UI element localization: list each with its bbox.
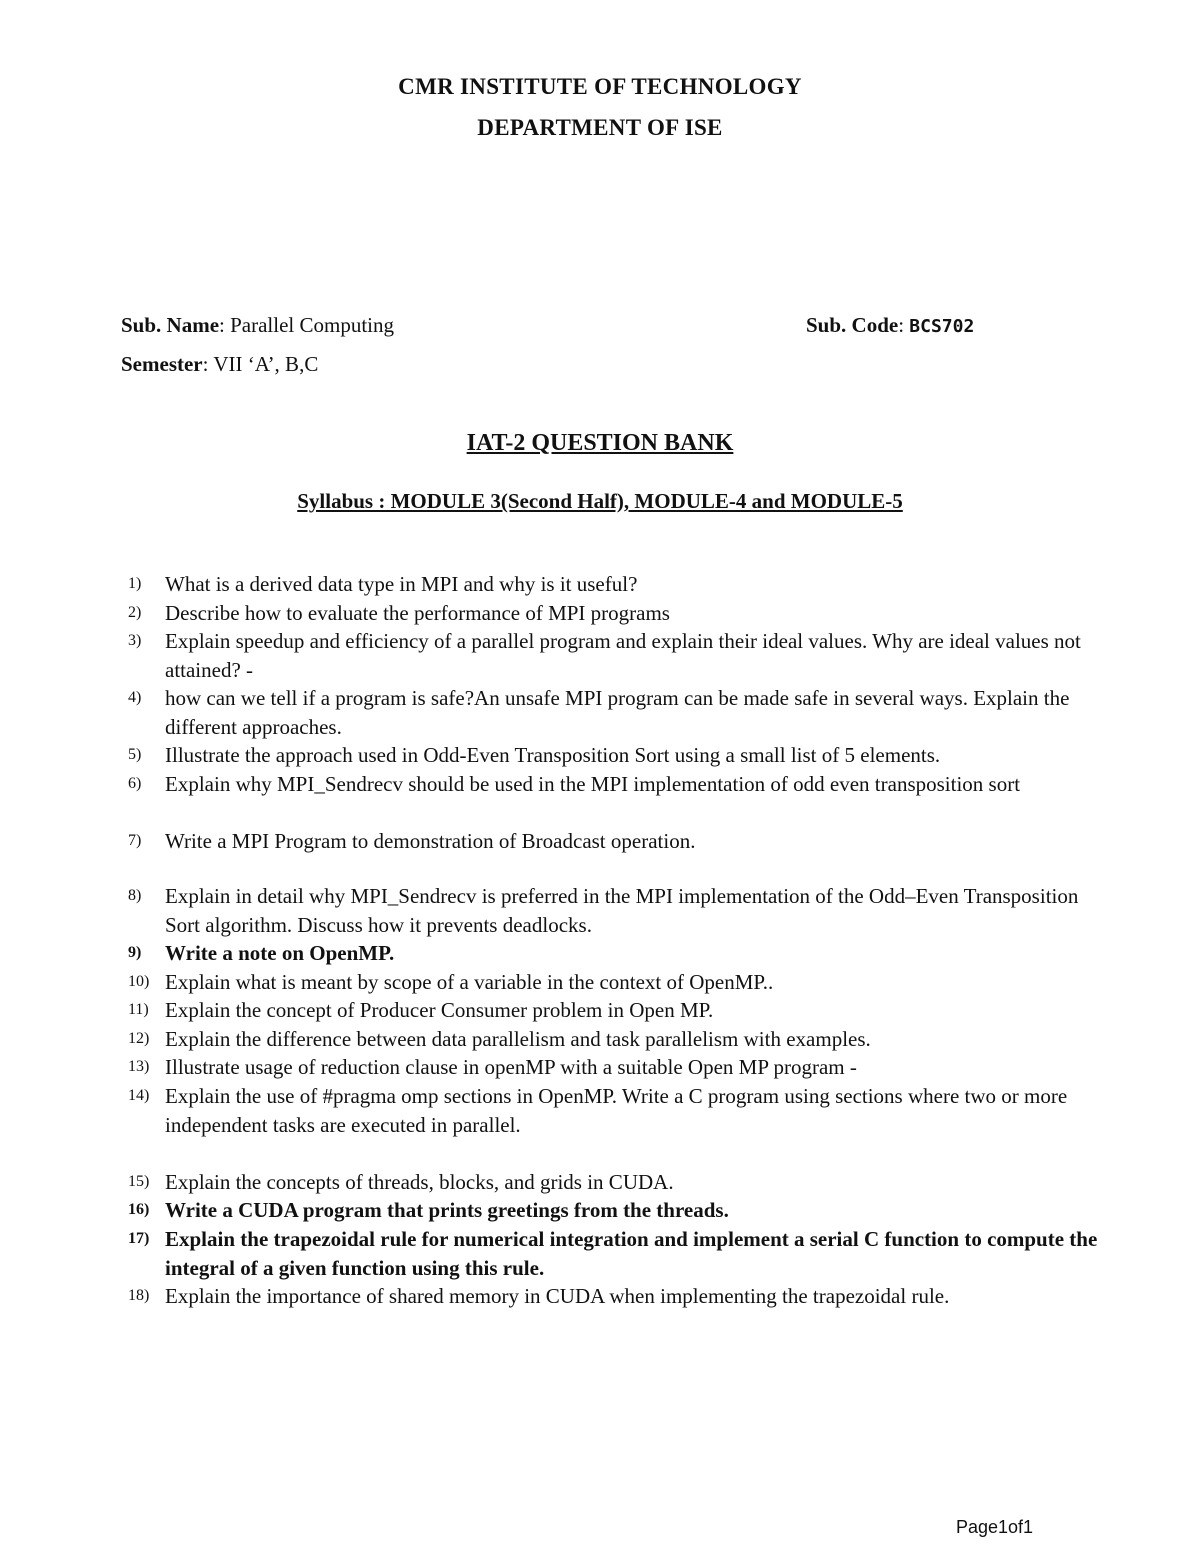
question-number: 1) — [128, 575, 142, 592]
question-text: Explain in detail why MPI_Sendrecv is preferred in the MPI implementation of the Odd–Even Transposition Sort algorithm. Discuss how it prevents deadlocks. — [165, 884, 1079, 937]
subject-name — [121, 313, 394, 338]
subject-code — [806, 313, 974, 338]
question-number: 15) — [128, 1173, 150, 1190]
question-text: Explain what is meant by scope of a variable in the context of OpenMP.. — [165, 970, 774, 994]
question-text: Illustrate usage of reduction clause in openMP with a suitable Open MP program - — [165, 1055, 857, 1079]
institute-name: CMR INSTITUTE OF TECHNOLOGY — [398, 74, 802, 99]
semester-label: Semester — [121, 352, 203, 376]
question-number: 17) — [128, 1230, 150, 1247]
question-text: Explain speedup and efficiency of a parallel program and explain their ideal values. Why are ideal values not attained? - — [165, 629, 1081, 682]
question-number: 5) — [128, 746, 142, 763]
department-name: DEPARTMENT OF ISE — [477, 115, 723, 140]
subject-name-value: : Parallel Computing — [219, 313, 395, 337]
semester — [121, 352, 318, 377]
question-number: 14) — [128, 1087, 150, 1104]
question-number: 13) — [128, 1058, 150, 1075]
question-number: 18) — [128, 1287, 150, 1304]
question-text: Illustrate the approach used in Odd-Even Transposition Sort using a small list of 5 elements. — [165, 743, 941, 767]
question-number: 16) — [128, 1201, 150, 1218]
question-text: Explain why MPI_Sendrecv should be used in the MPI implementation of odd even transposition sort — [165, 772, 1021, 796]
subject-code-label: Sub. Code — [806, 313, 899, 337]
question-text: Explain the importance of shared memory in CUDA when implementing the trapezoidal rule. — [165, 1284, 950, 1308]
question-text: Write a note on OpenMP. — [165, 941, 395, 965]
subject-code-separator: : — [898, 313, 910, 337]
question-number: 8) — [128, 887, 142, 904]
question-number: 11) — [128, 1001, 149, 1018]
page-number: Page1of1 — [956, 1517, 1034, 1537]
page-title: IAT-2 QUESTION BANK — [466, 430, 734, 456]
subject-name-label: Sub. Name — [121, 313, 220, 337]
question-text: Write a MPI Program to demonstration of Broadcast operation. — [165, 829, 696, 853]
question-number: 4) — [128, 689, 142, 706]
question-number: 3) — [128, 632, 142, 649]
question-text: What is a derived data type in MPI and why is it useful? — [165, 572, 638, 596]
question-text: how can we tell if a program is safe?An unsafe MPI program can be made safe in several ways. Explain the different approaches. — [165, 686, 1070, 739]
question-text: Explain the trapezoidal rule for numerical integration and implement a serial C function to compute the integral of a given function using this rule. — [165, 1227, 1098, 1280]
question-number: 6) — [128, 775, 142, 792]
question-number: 2) — [128, 604, 142, 621]
question-text: Explain the concepts of threads, blocks, and grids in CUDA. — [165, 1170, 674, 1194]
question-text: Write a CUDA program that prints greetings from the threads. — [165, 1198, 729, 1222]
question-number: 12) — [128, 1030, 150, 1047]
subject-code-value: BCS702 — [909, 316, 975, 337]
question-text: Explain the use of #pragma omp sections in OpenMP. Write a C program using sections where two or more independent tasks are executed in parallel. — [165, 1084, 1068, 1137]
semester-value: : VII ‘A’, B,C — [202, 352, 319, 376]
question-text: Explain the concept of Producer Consumer problem in Open MP. — [165, 998, 714, 1022]
question-number: 7) — [128, 832, 142, 849]
syllabus-line: Syllabus : MODULE 3(Second Half), MODULE-4 and MODULE-5 — [297, 489, 903, 513]
question-number: 9) — [128, 944, 142, 961]
question-text: Explain the difference between data parallelism and task parallelism with examples. — [165, 1027, 871, 1051]
question-number: 10) — [128, 973, 150, 990]
question-text: Describe how to evaluate the performance of MPI programs — [165, 601, 670, 625]
